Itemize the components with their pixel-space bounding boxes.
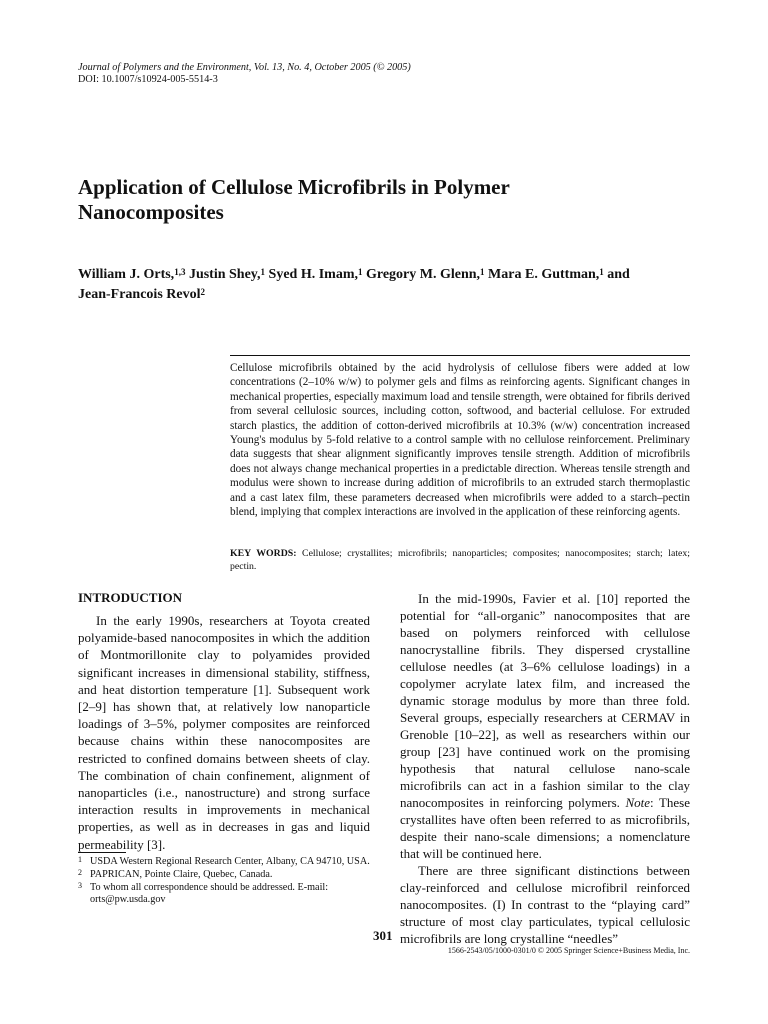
abstract-divider (230, 355, 690, 356)
copyright-line: 1566-2543/05/1000-0301/0 © 2005 Springer Science+Business Media, Inc. (447, 946, 690, 955)
footnote-text: USDA Western Regional Research Center, Albany, CA 94710, USA. (90, 856, 370, 867)
footnote-divider (78, 852, 126, 853)
note-label: Note (625, 795, 651, 810)
author-conjunction: and (607, 267, 630, 282)
left-column (78, 590, 370, 853)
footnote (78, 856, 370, 869)
footnotes (78, 856, 370, 907)
journal-citation: Journal of Polymers and the Environment, Vol. 13, No. 4, October 2005 (© 2005) (78, 62, 411, 73)
page-number: 301 (373, 928, 393, 943)
author-name: Justin Shey, (188, 267, 261, 282)
keywords-text: Cellulose; crystallites; microfibrils; nanoparticles; composites; nanocomposites; starch; latex; pectin. (230, 548, 691, 572)
author-name: Jean-Francois Revol (78, 287, 201, 302)
author-name: Mara E. Guttman, (488, 267, 600, 282)
right-column (400, 590, 690, 947)
footnote-text: PAPRICAN, Pointe Claire, Quebec, Canada. (90, 868, 273, 880)
body-text: In the mid-1990s, Favier et al. [10] reported the potential for “all-organic” nanocomposites that are based on polymers reinforced with cellulose nanocrystalline fibrils. They dispersed crystalline cellulose needles (at 3–6% cellulose loadings) in a copolymer acrylate latex film, and increased the dynamic storage modulus by more than three fold. Several groups, especially researchers at CERMAV in Grenoble [10–22], as well as researchers within our group [23] have continued work on the promising hypothesis that natural cellulose nano-scale microfibrils can act in a fashion similar to the clay nanocomposites in reinforcing polymers. (400, 591, 690, 810)
author-affiliation: 1 (480, 267, 485, 277)
abstract: Cellulose microfibrils obtained by the acid hydrolysis of cellulose fibers were added at low concentrations (2–10% w/w) to polymer gels and films as reinforcing agents. Significant changes in mechanical properties, especially maximum load and tensile strength, were obtained for fibrils derived from several cellulosic sources, including cotton, softwood, and bacterial cellulose. For extruded starch plastics, the addition of cotton-derived microfibrils at 10.3% (w/w) concentration increased Young's modulus by 5-fold relative to a control sample with no cellulose reinforcement. Preliminary data suggests that shear alignment significantly improves tensile strength. Addition of microfibrils does not always change mechanical properties in a predictable direction. Whereas tensile strength and modulus were shown to increase during addition of microfibrils to an extruded starch thermoplastic and a cast latex film, these parameters decreased when microfibrils were added to a starch–pectin blend, implying that complex interactions are involved in the application of these reinforcing agents. (230, 362, 690, 519)
footnote-text: To whom all correspondence should be addressed. E-mail: orts@pw.usda.gov (90, 881, 329, 906)
author-name: Gregory M. Glenn, (365, 267, 481, 282)
article-title: Application of Cellulose Microfibrils in Polymer Nanocomposites (78, 175, 510, 224)
body-text: : These crystallites have often been referred to as microfibrils, despite their nano-scale dimensions; a nomenclature that will be continued here. (400, 795, 690, 861)
author-affiliation: 1 (357, 267, 363, 277)
intro-paragraph: In the early 1990s, researchers at Toyota created polyamide-based nanocomposites in which the addition of Montmorillonite clay to polyamides provided significant increases in dimensional stability, stiffness, and heat distortion temperature [1]. Subsequent work [2–9] has shown that, at relatively low nanoparticle loadings of 3–5%, polymer composites are reinforced because chains within these nanocomposites are restricted to confined domains between sheets of clay. The combination of chain confinement, alignment of nanoparticles (i.e., nanostructure) and strong surface interaction results in improvements in mechanical properties, as well as in decreases in gas and liquid permeability [3]. (78, 613, 370, 852)
author-affiliation: 1,3 (174, 267, 186, 277)
doi: DOI: 10.1007/s10924-005-5514-3 (78, 74, 218, 85)
author-affiliation: 2 (200, 287, 205, 297)
body-paragraph: There are three significant distinctions between clay-reinforced and cellulose microfibril reinforced nanocomposites. (I) In contrast to the “playing card” structure of most clay particulates, typical cellulosic microfibrils are long crystalline “needles” (400, 863, 690, 946)
section-heading-introduction: INTRODUCTION (78, 590, 183, 605)
body-paragraph (400, 590, 690, 862)
footnote-number: 1 (78, 855, 82, 864)
footnote-number: 3 (78, 880, 82, 890)
author-affiliation: 1 (599, 267, 604, 277)
journal-header (78, 62, 411, 86)
author-name: Syed H. Imam, (268, 267, 358, 282)
footnote (78, 882, 370, 908)
author-name: William J. Orts, (78, 267, 175, 282)
footnote-number: 2 (78, 867, 82, 877)
keywords-label: KEY WORDS: (230, 548, 297, 559)
footnote (78, 869, 370, 882)
author-list (78, 265, 698, 305)
keywords (230, 548, 690, 573)
author-affiliation: 1 (260, 267, 266, 277)
